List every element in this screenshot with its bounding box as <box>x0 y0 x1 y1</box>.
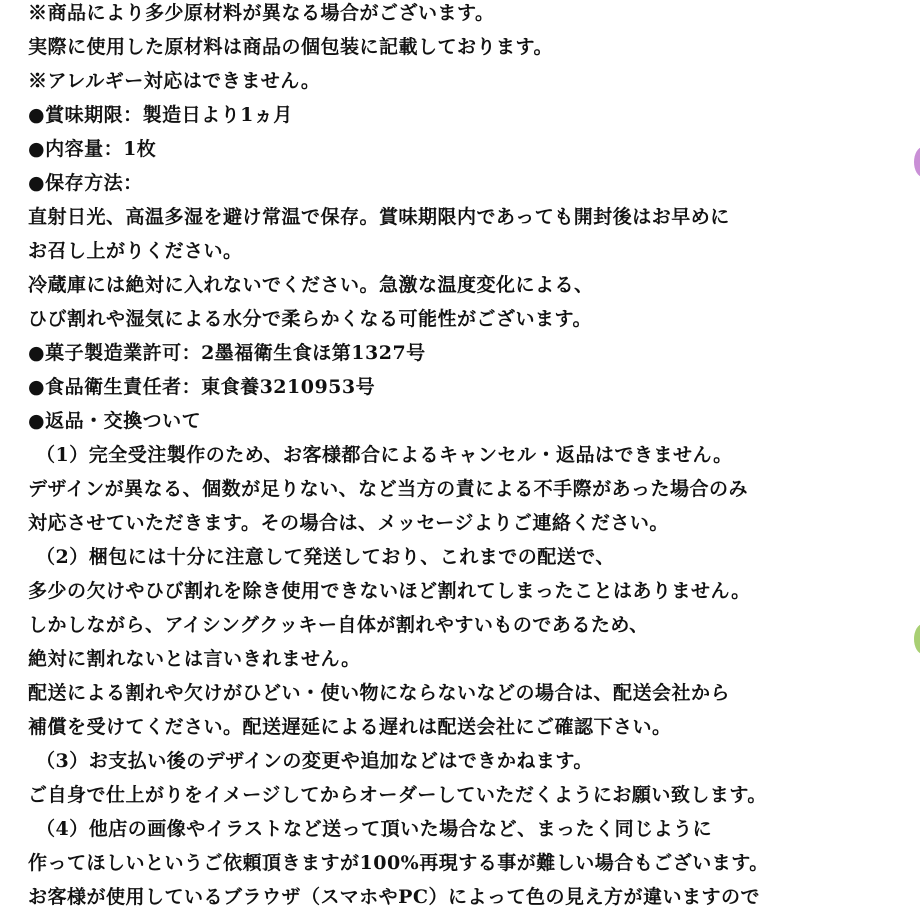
text-line: ※アレルギー対応はできません。 <box>28 70 321 92</box>
text-line: ●食品衛生責任者：東食養3210953号 <box>28 376 376 398</box>
text-line: ●返品・交換ついて <box>28 410 202 432</box>
text-line: ●保存方法： <box>28 172 143 194</box>
text-line: お客様が使用しているブラウザ（スマホやPC）によって色の見え方が違いますので <box>28 886 761 908</box>
text-line: デザインが異なる、個数が足りない、など当方の責による不手際があった場合のみ <box>28 478 748 500</box>
decorative-dot <box>914 147 920 177</box>
text-line: 直射日光、高温多湿を避け常温で保存。賞味期限内であっても開封後はお早めに <box>28 206 730 228</box>
text-line: （1）完全受注製作のため、お客様都合によるキャンセル・返品はできません。 <box>36 444 733 466</box>
text-line: 作ってほしいというご依頼頂きますが100%再現する事が難しい場合もございます。 <box>28 852 769 874</box>
text-line: 実際に使用した原材料は商品の個包装に記載しております。 <box>28 36 553 58</box>
text-line: ひび割れや湿気による水分で柔らかくなる可能性がございます。 <box>28 308 592 330</box>
text-line: しかしながら、アイシングクッキー自体が割れやすいものであるため、 <box>28 614 649 636</box>
text-line: 対応させていただきます。その場合は、メッセージよりご連絡ください。 <box>28 512 669 534</box>
text-line: （2）梱包には十分に注意して発送しており、これまでの配送で、 <box>36 546 615 568</box>
text-line: ●賞味期限：製造日より1ヵ月 <box>28 104 293 126</box>
text-line: 多少の欠けやひび割れを除き使用できないほど割れてしまったことはありません。 <box>28 580 751 602</box>
text-line: ご自身で仕上がりをイメージしてからオーダーしていただくようにお願い致します。 <box>28 784 767 806</box>
product-notes-text <box>28 0 908 914</box>
text-line: （3）お支払い後のデザインの変更や追加などはできかねます。 <box>36 750 593 772</box>
text-line: 絶対に割れないとは言いきれません。 <box>28 648 361 670</box>
text-line: （4）他店の画像やイラストなど送って頂いた場合など、まったく同じように <box>36 818 713 840</box>
text-line: 補償を受けてください。配送遅延による遅れは配送会社にご確認下さい。 <box>28 716 672 738</box>
text-line: ※商品により多少原材料が異なる場合がございます。 <box>28 2 495 24</box>
text-line: お召し上がりください。 <box>28 240 243 262</box>
text-line: ●菓子製造業許可：2墨福衛生食ほ第1327号 <box>28 342 426 364</box>
text-line: 配送による割れや欠けがひどい・使い物にならないなどの場合は、配送会社から <box>28 682 731 704</box>
text-line: 冷蔵庫には絶対に入れないでください。急激な温度変化による、 <box>28 274 594 296</box>
text-line: ●内容量：1枚 <box>28 138 157 160</box>
decorative-dot <box>914 624 920 654</box>
